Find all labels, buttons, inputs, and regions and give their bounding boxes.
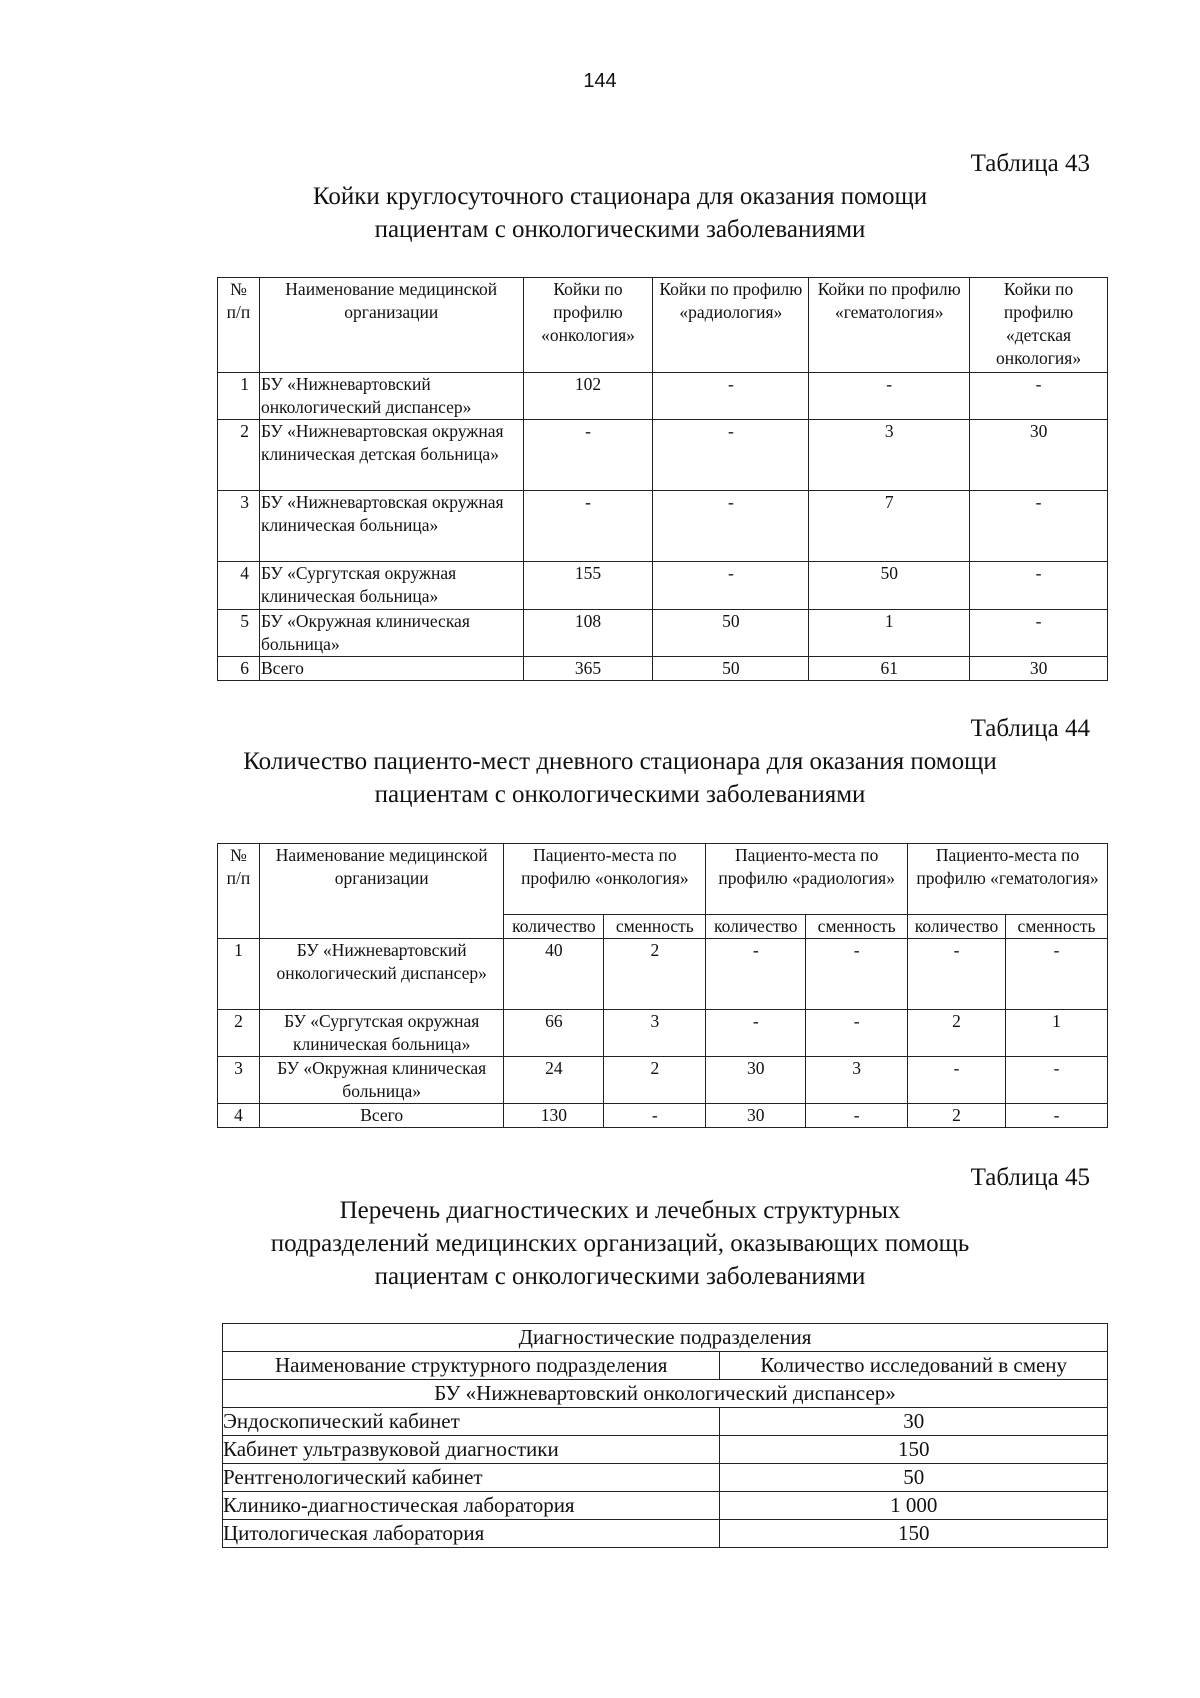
table-row (218, 1010, 1108, 1057)
cell: - (706, 1010, 806, 1057)
cell: БУ «Сургутская окружная клиническая больница» (259, 1010, 504, 1057)
col-count: количество (908, 915, 1006, 939)
cell: - (970, 373, 1108, 420)
cell: - (653, 373, 809, 420)
table-43 (217, 277, 1108, 681)
cell: 66 (504, 1010, 604, 1057)
table-row (218, 562, 1108, 610)
cell: Всего (259, 1104, 504, 1128)
cell: 2 (908, 1010, 1006, 1057)
cell: 1 (1006, 1010, 1108, 1057)
cell: 4 (218, 562, 260, 610)
cell: 3 (806, 1057, 908, 1104)
table-45 (222, 1323, 1108, 1548)
cell: БУ «Окружная клиническая больница» (259, 1057, 504, 1104)
cell: 1 (809, 610, 970, 657)
cell: 30 (720, 1408, 1108, 1436)
cell: БУ «Нижневартовская окружная клиническая больница» (259, 491, 523, 562)
col-org-name: Наименование медицинской организации (259, 844, 504, 939)
cell: Цитологическая лаборатория (223, 1520, 720, 1548)
cell: - (653, 420, 809, 491)
cell: 1 000 (720, 1492, 1108, 1520)
cell: 2 (218, 1010, 260, 1057)
cell: 2 (908, 1104, 1006, 1128)
cell: - (908, 939, 1006, 1010)
col-child-oncology: Койки по профилю «детская онкология» (970, 278, 1108, 373)
col-shift: сменность (604, 915, 706, 939)
col-hematology: Койки по профилю «гематология» (809, 278, 970, 373)
cell: 30 (706, 1057, 806, 1104)
cell: 2 (604, 1057, 706, 1104)
cell: 102 (523, 373, 653, 420)
table-row-total (218, 657, 1108, 681)
cell: 2 (218, 420, 260, 491)
cell: - (806, 1010, 908, 1057)
col-group-radiology: Пациенто-места по профилю «радиология» (706, 844, 908, 915)
col-group-oncology: Пациенто-места по профилю «онкология» (504, 844, 706, 915)
cell: 155 (523, 562, 653, 610)
cell: 50 (809, 562, 970, 610)
cell: Эндоскопический кабинет (223, 1408, 720, 1436)
col-count: количество (504, 915, 604, 939)
cell: Кабинет ультразвуковой диагностики (223, 1436, 720, 1464)
cell: 1 (218, 939, 260, 1010)
cell: 2 (604, 939, 706, 1010)
cell: 1 (218, 373, 260, 420)
cell: 3 (218, 1057, 260, 1104)
cell: - (806, 939, 908, 1010)
cell: - (1006, 1057, 1108, 1104)
cell: 5 (218, 610, 260, 657)
table-row (218, 491, 1108, 562)
cell: Клинико-диагностическая лаборатория (223, 1492, 720, 1520)
cell: - (604, 1104, 706, 1128)
table-44 (217, 843, 1108, 1128)
table-row (223, 1520, 1108, 1548)
table-44-title: Количество пациенто-мест дневного стационара для оказания помощи пациентам с онкологическими заболеваниями (243, 748, 997, 808)
table-row (218, 373, 1108, 420)
table-row (223, 1464, 1108, 1492)
cell: - (809, 373, 970, 420)
cell: 365 (523, 657, 653, 681)
cell: 4 (218, 1104, 260, 1128)
cell: 24 (504, 1057, 604, 1104)
cell: 7 (809, 491, 970, 562)
cell: - (806, 1104, 908, 1128)
table-row-total (218, 1104, 1108, 1128)
cell: - (523, 491, 653, 562)
col-studies-per-shift: Количество исследований в смену (720, 1352, 1108, 1380)
col-org-name: Наименование медицинской организации (259, 278, 523, 373)
cell: БУ «Нижневартовская окружная клиническая детская больница» (259, 420, 523, 491)
cell: - (653, 562, 809, 610)
table-43-label: Таблица 43 (970, 150, 1090, 177)
cell: 30 (970, 657, 1108, 681)
cell: - (970, 562, 1108, 610)
cell: - (970, 610, 1108, 657)
col-radiology: Койки по профилю «радиология» (653, 278, 809, 373)
col-shift: сменность (1006, 915, 1108, 939)
table-row (223, 1436, 1108, 1464)
section-header: Диагностические подразделения (223, 1324, 1108, 1352)
cell: 50 (653, 610, 809, 657)
cell: БУ «Нижневартовский онкологический диспансер» (259, 939, 504, 1010)
table-row (223, 1492, 1108, 1520)
cell: БУ «Нижневартовский онкологический диспансер» (259, 373, 523, 420)
cell: 130 (504, 1104, 604, 1128)
cell: 40 (504, 939, 604, 1010)
col-number: № п/п (218, 844, 260, 939)
table-44-label: Таблица 44 (970, 715, 1090, 742)
col-group-hematology: Пациенто-места по профилю «гематология» (908, 844, 1108, 915)
cell: 3 (809, 420, 970, 491)
page-number: 144 (583, 70, 617, 92)
cell: 50 (653, 657, 809, 681)
table-43-title: Койки круглосуточного стационара для оказания помощи пациентам с онкологическими заболеваниями (312, 183, 928, 243)
table-45-label: Таблица 45 (970, 1164, 1090, 1191)
cell: - (1006, 939, 1108, 1010)
cell: 150 (720, 1520, 1108, 1548)
cell: БУ «Сургутская окружная клиническая больница» (259, 562, 523, 610)
col-unit-name: Наименование структурного подразделения (223, 1352, 720, 1380)
cell: 50 (720, 1464, 1108, 1492)
table-row (223, 1408, 1108, 1436)
cell: БУ «Окружная клиническая больница» (259, 610, 523, 657)
cell: Всего (259, 657, 523, 681)
table-row (218, 939, 1108, 1010)
cell: - (653, 491, 809, 562)
cell: - (706, 939, 806, 1010)
col-number: № п/п (218, 278, 260, 373)
cell: 61 (809, 657, 970, 681)
cell: 3 (604, 1010, 706, 1057)
col-shift: сменность (806, 915, 908, 939)
cell: 30 (970, 420, 1108, 491)
cell: 6 (218, 657, 260, 681)
table-row (218, 1057, 1108, 1104)
cell: 108 (523, 610, 653, 657)
cell: - (970, 491, 1108, 562)
table-row (218, 610, 1108, 657)
cell: - (1006, 1104, 1108, 1128)
org-header: БУ «Нижневартовский онкологический диспансер» (223, 1380, 1108, 1408)
cell: 150 (720, 1436, 1108, 1464)
cell: 30 (706, 1104, 806, 1128)
col-oncology: Койки по профилю «онкология» (523, 278, 653, 373)
cell: - (523, 420, 653, 491)
table-row (218, 420, 1108, 491)
cell: Рентгенологический кабинет (223, 1464, 720, 1492)
table-45-title: Перечень диагностических и лечебных структурных подразделений медицинских организаций, оказывающих помощь пациентам с онкологическими заболеваниями (270, 1197, 970, 1290)
cell: 3 (218, 491, 260, 562)
col-count: количество (706, 915, 806, 939)
cell: - (908, 1057, 1006, 1104)
